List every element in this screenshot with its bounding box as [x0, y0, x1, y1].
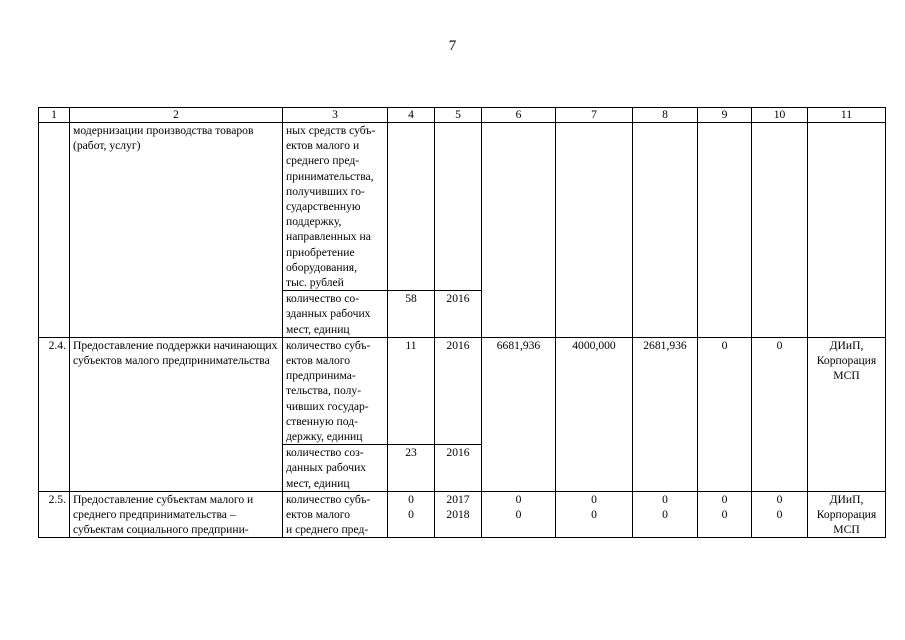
- funding-col9-cell: 0: [698, 337, 752, 491]
- item-number-cell: 2.4.: [39, 337, 70, 491]
- indicator-year-cell: 2016: [435, 291, 482, 338]
- funding-col7-cell: 4000,000: [556, 337, 633, 491]
- indicator-cell: количество субъ- ектов малого и среднего пред-: [283, 491, 388, 538]
- header-cell: 5: [435, 108, 482, 123]
- funding-col9-cell: [698, 123, 752, 338]
- funding-col8-cell: 0 0: [633, 491, 698, 538]
- indicator-value-cell: [388, 123, 435, 291]
- indicator-value-cell: 58: [388, 291, 435, 338]
- funding-col10-cell: 0: [752, 337, 808, 491]
- header-cell: 4: [388, 108, 435, 123]
- header-cell: 7: [556, 108, 633, 123]
- page-number: 7: [448, 38, 457, 54]
- table-row: [39, 491, 886, 538]
- funding-col9-cell: 0 0: [698, 491, 752, 538]
- funding-col10-cell: 0 0: [752, 491, 808, 538]
- executor-cell: ДИиП, Корпорация МСП: [808, 491, 886, 538]
- indicator-cell: количество субъ- ектов малого предпринима- тельства, полу- чивших государ- ственную под- держку, единиц: [283, 337, 388, 444]
- item-name-cell: Предоставление субъектам малого и среднего предпринимательства – субъектам социального предприни-: [70, 491, 283, 538]
- funding-total-cell: [482, 123, 556, 338]
- indicator-year-cell: 2017 2018: [435, 491, 482, 538]
- executor-cell: [808, 123, 886, 338]
- indicator-value-cell: 0 0: [388, 491, 435, 538]
- indicator-year-cell: 2016: [435, 445, 482, 492]
- header-cell: 3: [283, 108, 388, 123]
- header-cell: 9: [698, 108, 752, 123]
- funding-col10-cell: [752, 123, 808, 338]
- funding-col7-cell: [556, 123, 633, 338]
- indicator-value-cell: 23: [388, 445, 435, 492]
- item-number-cell: [39, 123, 70, 338]
- table-row: [39, 123, 886, 291]
- indicator-year-cell: 2016: [435, 337, 482, 444]
- indicator-value-cell: 11: [388, 337, 435, 444]
- header-cell: 8: [633, 108, 698, 123]
- indicator-year-cell: [435, 123, 482, 291]
- item-name-cell: модернизации производства товаров (работ, услуг): [70, 123, 283, 338]
- header-cell: 11: [808, 108, 886, 123]
- funding-total-cell: 6681,936: [482, 337, 556, 491]
- header-row: [39, 108, 886, 123]
- funding-col8-cell: 2681,936: [633, 337, 698, 491]
- indicator-cell: количество соз- данных рабочих мест, единиц: [283, 445, 388, 492]
- header-cell: 1: [39, 108, 70, 123]
- indicator-cell: количество со- зданных рабочих мест, единиц: [283, 291, 388, 338]
- header-cell: 2: [70, 108, 283, 123]
- item-name-cell: Предоставление поддержки начинающих субъектов малого предпринимательства: [70, 337, 283, 491]
- funding-col7-cell: 0 0: [556, 491, 633, 538]
- indicator-cell: ных средств субъ- ектов малого и среднего пред- принимательства, получивших го- сударственную поддержку, направленных на приобретение оборудования, тыс. рублей: [283, 123, 388, 291]
- header-cell: 10: [752, 108, 808, 123]
- item-number-cell: 2.5.: [39, 491, 70, 538]
- table-row: [39, 337, 886, 444]
- executor-cell: ДИиП, Корпорация МСП: [808, 337, 886, 491]
- funding-col8-cell: [633, 123, 698, 338]
- funding-total-cell: 0 0: [482, 491, 556, 538]
- header-cell: 6: [482, 108, 556, 123]
- program-table: [38, 107, 886, 538]
